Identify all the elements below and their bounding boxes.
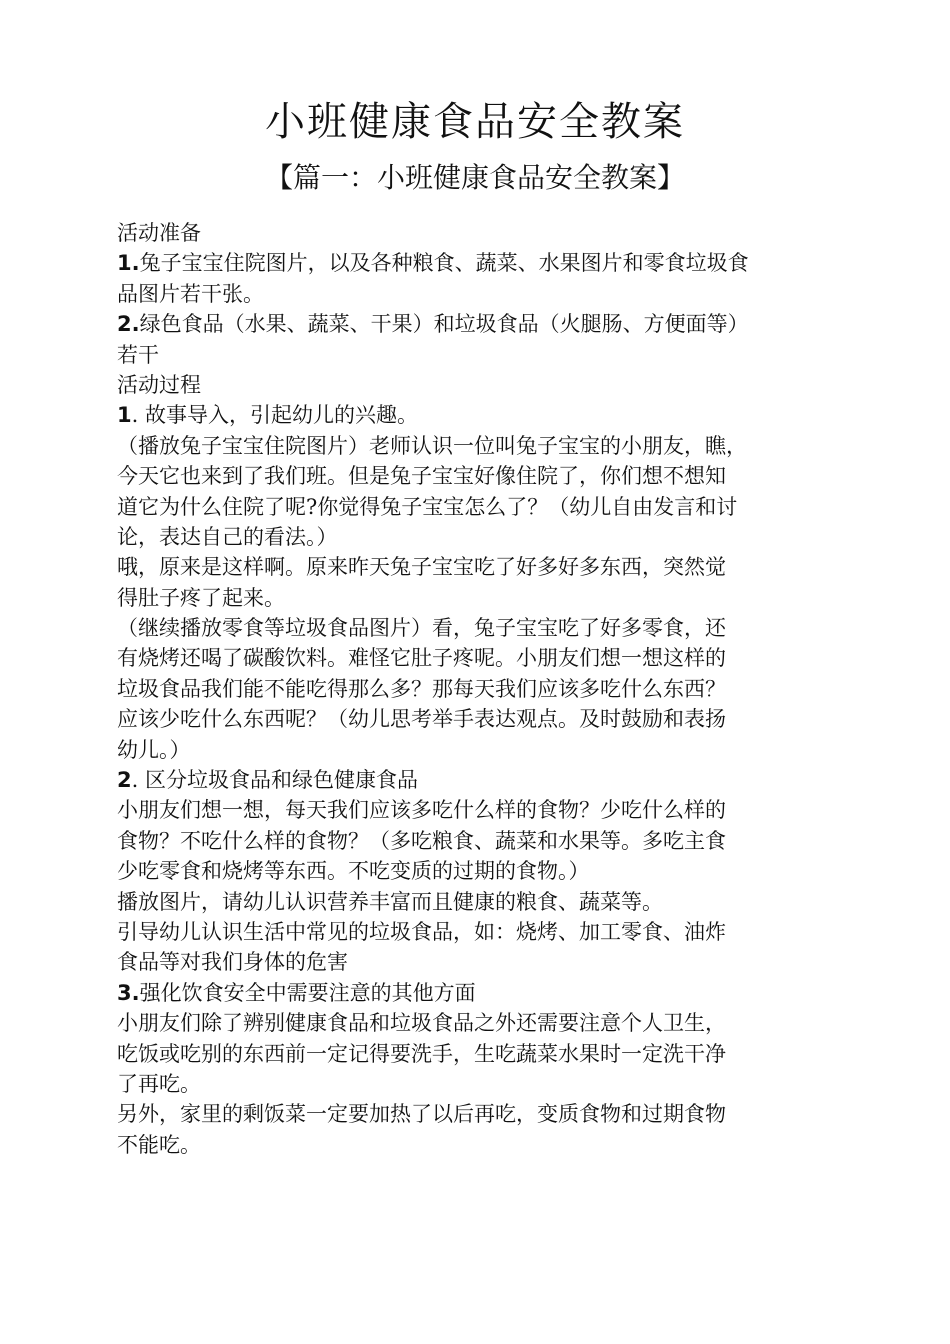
text-line: （继续播放零食等垃圾食品图片）看，兔子宝宝吃了好多零食，还 — [117, 616, 726, 641]
page-title: 小班健康食品安全教案 — [265, 99, 685, 145]
text-line: 了再吃。 — [117, 1071, 201, 1096]
text-line: 论，表达自己的看法。） — [117, 524, 338, 549]
text-line: 小朋友们想一想，每天我们应该多吃什么样的食物？少吃什么样的 — [117, 798, 726, 823]
text-line: 1.兔子宝宝住院图片，以及各种粮食、蔬菜、水果图片和零食垃圾食 — [117, 251, 749, 276]
text-line: 品图片若干张。 — [117, 281, 264, 306]
text-line: 幼儿。） — [117, 737, 191, 762]
text-line: 道它为什么住院了呢?你觉得兔子宝宝怎么了？（幼儿自由发言和讨 — [117, 494, 738, 519]
text-line: 若干 — [117, 342, 159, 367]
section-subtitle: 【篇一：小班健康食品安全教案】 — [264, 161, 685, 194]
text-line: （播放兔子宝宝住院图片）老师认识一位叫兔子宝宝的小朋友，瞧， — [117, 433, 747, 458]
text-line: 食物？不吃什么样的食物？（多吃粮食、蔬菜和水果等。多吃主食 — [117, 828, 726, 853]
text-line: 垃圾食品我们能不能吃得那么多？那每天我们应该多吃什么东西？ — [117, 676, 726, 701]
text-line: 3.强化饮食安全中需要注意的其他方面 — [117, 980, 476, 1005]
text-line: 播放图片，请幼儿认识营养丰富而且健康的粮食、蔬菜等。 — [117, 889, 663, 914]
text-line: 2. 区分垃圾食品和绿色健康食品 — [117, 768, 418, 793]
text-line: 不能吃。 — [117, 1132, 201, 1157]
text-line: 2.绿色食品（水果、蔬菜、干果）和垃圾食品（火腿肠、方便面等） — [117, 312, 749, 337]
text-line: 1. 故事导入，引起幼儿的兴趣。 — [117, 403, 418, 428]
text-line: 哦，原来是这样啊。原来昨天兔子宝宝吃了好多好多东西，突然觉 — [117, 555, 726, 580]
text-line: 另外，家里的剩饭菜一定要加热了以后再吃，变质食物和过期食物 — [117, 1102, 726, 1127]
text-line: 小朋友们除了辨别健康食品和垃圾食品之外还需要注意个人卫生， — [117, 1011, 726, 1036]
text-line: 应该少吃什么东西呢？（幼儿思考举手表达观点。及时鼓励和表扬 — [117, 707, 726, 732]
body-text — [117, 218, 857, 1160]
text-line: 食品等对我们身体的危害 — [117, 950, 348, 975]
text-line: 今天它也来到了我们班。但是兔子宝宝好像住院了，你们想不想知 — [117, 464, 726, 489]
text-line: 引导幼儿认识生活中常见的垃圾食品，如：烧烤、加工零食、油炸 — [117, 919, 726, 944]
text-line: 有烧烤还喝了碳酸饮料。难怪它肚子疼呢。小朋友们想一想这样的 — [117, 646, 726, 671]
text-line: 吃饭或吃别的东西前一定记得要洗手，生吃蔬菜水果时一定洗干净 — [117, 1041, 726, 1066]
text-line: 活动准备 — [117, 221, 201, 245]
text-line: 少吃零食和烧烤等东西。不吃变质的过期的食物。） — [117, 859, 590, 884]
text-line: 活动过程 — [117, 372, 201, 397]
text-line: 得肚子疼了起来。 — [117, 585, 285, 610]
